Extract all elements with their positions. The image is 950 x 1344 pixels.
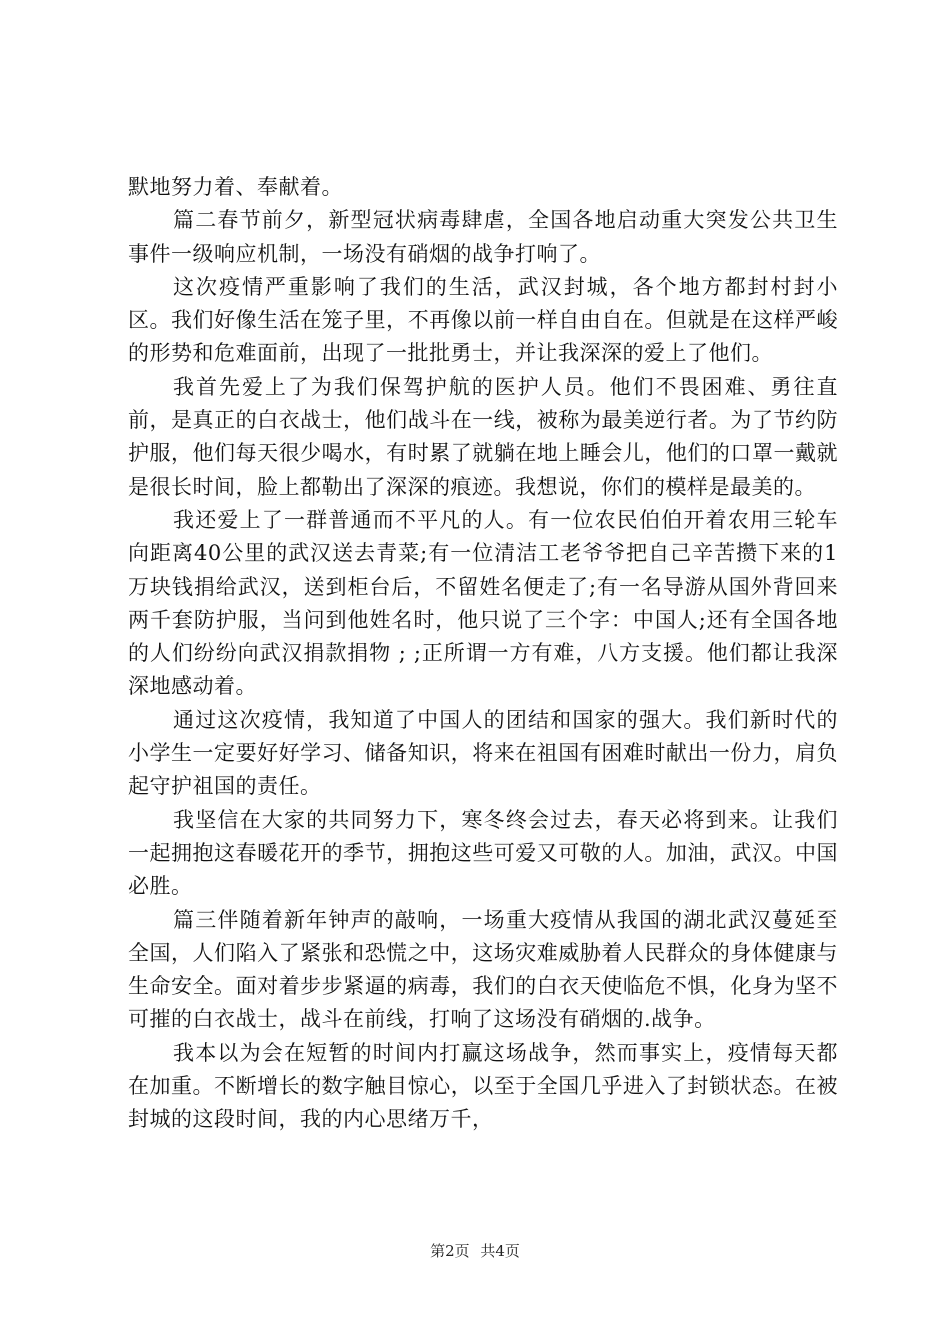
body-text [128, 171, 838, 1137]
page-footer [0, 1240, 950, 1261]
page-number: 第2页 [430, 1242, 470, 1260]
page-total: 共4页 [480, 1242, 520, 1260]
paragraph: 我本以为会在短暂的时间内打赢这场战争，然而事实上，疫情每天都在加重。不断增长的数字触目惊心，以至于全国几乎进入了封锁状态。在被封城的这段时间，我的内心思绪万千， [128, 1040, 838, 1132]
paragraph: 我坚信在大家的共同努力下，寒冬终会过去，春天必将到来。让我们一起拥抱这春暖花开的季节，拥抱这些可爱又可敬的人。加油，武汉。中国必胜。 [128, 807, 838, 899]
paragraph: 篇三伴随着新年钟声的敲响，一场重大疫情从我国的湖北武汉蔓延至全国，人们陷入了紧张和恐慌之中，这场灾难威胁着人民群众的身体健康与生命安全。面对着步步紧逼的病毒，我们的白衣天使临危不惧，化身为坚不可摧的白衣战士，战斗在前线，打响了这场没有硝烟的.战争。 [128, 907, 838, 1032]
paragraph: 我首先爱上了为我们保驾护航的医护人员。他们不畏困难、勇往直前，是真正的白衣战士，他们战斗在一线，被称为最美逆行者。为了节约防护服，他们每天很少喝水，有时累了就躺在地上睡会儿，他们的口罩一戴就是很长时间，脸上都勒出了深深的痕迹。我想说，你们的模样是最美的。 [128, 374, 838, 499]
paragraph: 通过这次疫情，我知道了中国人的团结和国家的强大。我们新时代的小学生一定要好好学习、储备知识，将来在祖国有困难时献出一份力，肩负起守护祖国的责任。 [128, 707, 838, 799]
paragraph: 默地努力着、奉献着。 [128, 175, 343, 199]
paragraph: 我还爱上了一群普通而不平凡的人。有一位农民伯伯开着农用三轮车向距离40公里的武汉送去青菜;有一位清洁工老爷爷把自己辛苦攒下来的1万块钱捐给武汉，送到柜台后，不留姓名便走了;有一名导游从国外背回来两千套防护服，当问到他姓名时，他只说了三个字：中国人;还有全国各地的人们纷纷向武汉捐款捐物 ; ;正所谓一方有难，八方支援。他们都让我深深地感动着。 [128, 507, 838, 699]
paragraph: 篇二春节前夕，新型冠状病毒肆虐，全国各地启动重大突发公共卫生事件一级响应机制，一场没有硝烟的战争打响了。 [128, 208, 838, 266]
paragraph: 这次疫情严重影响了我们的生活，武汉封城，各个地方都封村封小区。我们好像生活在笼子里，不再像以前一样自由自在。但就是在这样严峻的形势和危难面前，出现了一批批勇士，并让我深深的爱上了他们。 [128, 274, 838, 366]
